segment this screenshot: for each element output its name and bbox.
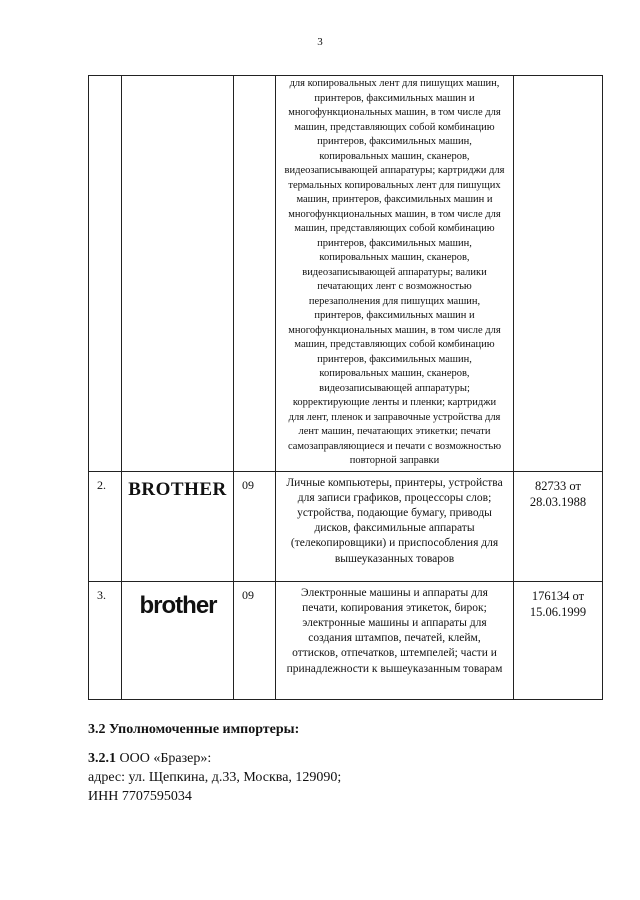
class-cell [234, 76, 276, 472]
row-number-cell [89, 76, 122, 472]
table-row [89, 581, 603, 699]
class-cell: 09 [234, 581, 276, 699]
row-number-cell: 2. [89, 471, 122, 581]
goods-text: для копировальных лент для пишущих машин, принтеров, факсимильных машин и многофункциональных машин, в том числе для машин, представляющих собой комбинацию принтеров, факсимильных машин, копировальных машин, сканеров, видеозаписывающей аппаратуры; картриджи для термальных копировальных лент для пишущих машин, принтеров, факсимильных машин и многофункциональных машин, в том числе для машин, представляющих собой комбинацию принтеров, факсимильных машин, копировальных машин, сканеров, видеозаписывающей аппаратуры; валики печатающих лент с возможностью перезаполнения для пишущих машин, принтеров, факсимильных машин и многофункциональных машин, в том числе для машин, представляющих собой комбинацию принтеров, факсимильных машин, копировальных машин, сканеров, видеозаписывающей аппаратуры; корректирующие ленты и пленки; картриджи для лент, пленок и заправочные устройства для лент машин, печатающих этикетки; печати самозаправляющиеся и печати с возможностью повторной заправки [284, 78, 505, 466]
registration-cell: 176134 от 15.06.1999 [514, 581, 603, 699]
goods-cell [276, 581, 514, 699]
section-title: 3.2 Уполномоченные импортеры: [88, 722, 300, 737]
goods-cell [276, 471, 514, 581]
brother-serif-logo: BROTHER [128, 478, 227, 500]
importer-address: адрес: ул. Щепкина, д.33, Москва, 129090; [88, 770, 342, 785]
registration-cell [514, 76, 603, 472]
importer-number: 3.2.1 [88, 751, 116, 766]
importer-inn: ИНН 7707595034 [88, 789, 192, 804]
brother-logo [122, 582, 233, 618]
page-number: 3 [317, 36, 323, 48]
brother-logo-image [133, 594, 223, 618]
class-cell: 09 [234, 471, 276, 581]
importer-heading [88, 749, 341, 768]
table-row [89, 471, 603, 581]
trademark-cell [122, 471, 234, 581]
table-row [89, 76, 603, 472]
goods-cell [276, 76, 514, 472]
svg-text:brother: brother [139, 593, 216, 618]
registration-cell: 82733 от 28.03.1988 [514, 471, 603, 581]
goods-text: Личные компьютеры, принтеры, устройства для записи графиков, процессоры слов; устройства, подающие бумагу, приводы дисков, факсимильные аппараты (телекопировщики) и приспособления для вышеуказанных товаров [286, 476, 503, 565]
trademark-cell [122, 581, 234, 699]
importer-block [88, 749, 341, 806]
row-number-cell: 3. [89, 581, 122, 699]
importer-name: ООО «Бразер»: [119, 751, 212, 766]
goods-text: Электронные машины и аппараты для печати, копирования этикеток, бирок; электронные машины и аппараты для создания штампов, печатей, клейм, оттисков, отпечатков, штемпелей; части и принадлежности к вышеуказанным товарам [286, 586, 503, 675]
trademark-table [88, 75, 603, 700]
trademark-cell [122, 76, 234, 472]
